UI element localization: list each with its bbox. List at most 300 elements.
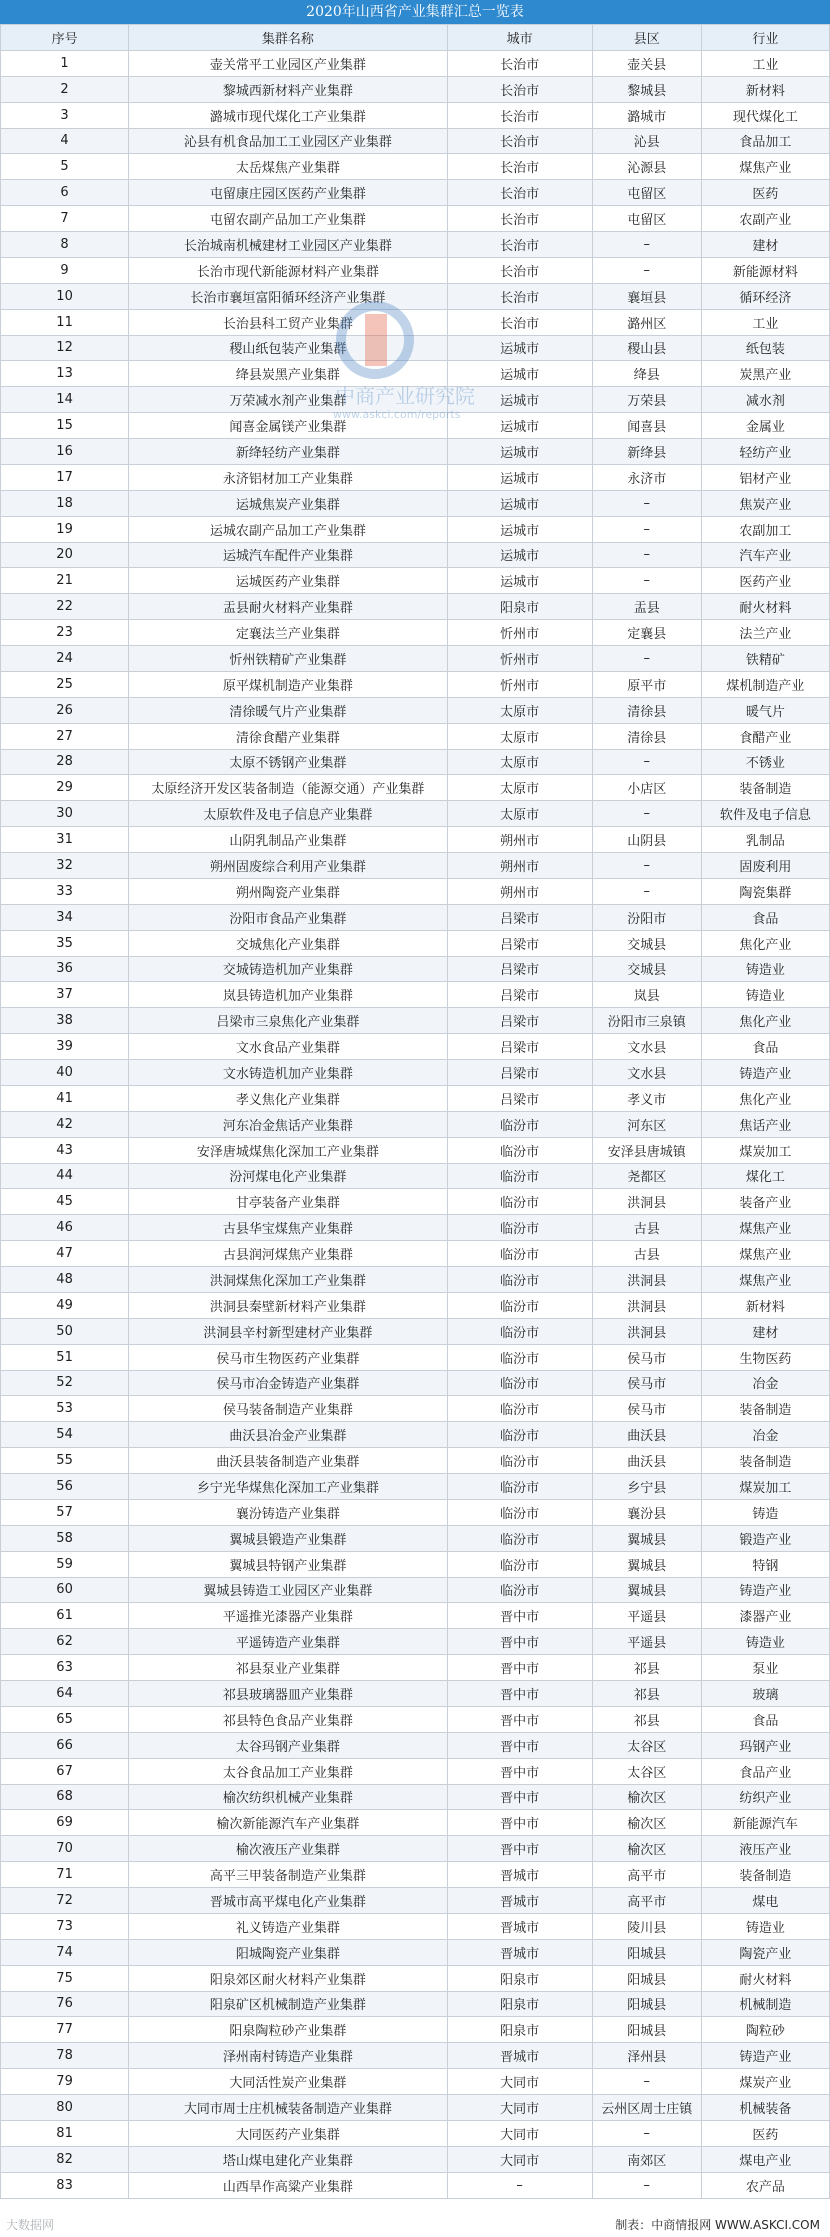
cell-industry: 煤化工 bbox=[701, 1163, 829, 1189]
cell-city: 阳泉市 bbox=[447, 594, 592, 620]
cell-county: 清徐县 bbox=[592, 697, 701, 723]
cell-county: 绛县 bbox=[592, 361, 701, 387]
cell-city: 运城市 bbox=[447, 387, 592, 413]
cell-no: 44 bbox=[1, 1163, 129, 1189]
cell-industry: 暖气片 bbox=[701, 697, 829, 723]
cell-name: 文水食品产业集群 bbox=[129, 1034, 447, 1060]
cell-county: 孝义市 bbox=[592, 1085, 701, 1111]
cell-name: 吕梁市三泉焦化产业集群 bbox=[129, 1008, 447, 1034]
table-row bbox=[1, 1292, 830, 1318]
cell-city: 晋城市 bbox=[447, 1862, 592, 1888]
table-row bbox=[1, 1965, 830, 1991]
cell-no: 4 bbox=[1, 128, 129, 154]
cell-industry: 新材料 bbox=[701, 1292, 829, 1318]
cell-county: 祁县 bbox=[592, 1706, 701, 1732]
table-row bbox=[1, 982, 830, 1008]
cell-no: 40 bbox=[1, 1060, 129, 1086]
cell-county: 云州区周士庄镇 bbox=[592, 2095, 701, 2121]
table-row bbox=[1, 568, 830, 594]
table-row bbox=[1, 257, 830, 283]
table-row bbox=[1, 1241, 830, 1267]
cell-industry: 焦化产业 bbox=[701, 1085, 829, 1111]
cell-industry: 耐火材料 bbox=[701, 1965, 829, 1991]
cell-no: 63 bbox=[1, 1655, 129, 1681]
cell-county: 襄汾县 bbox=[592, 1499, 701, 1525]
cell-industry: 煤焦产业 bbox=[701, 1241, 829, 1267]
cell-city: 临汾市 bbox=[447, 1215, 592, 1241]
cell-name: 运城医药产业集群 bbox=[129, 568, 447, 594]
cell-city: 运城市 bbox=[447, 464, 592, 490]
cell-no: 60 bbox=[1, 1577, 129, 1603]
cell-city: 临汾市 bbox=[447, 1370, 592, 1396]
cell-county: – bbox=[592, 257, 701, 283]
cell-name: 古县润河煤焦产业集群 bbox=[129, 1241, 447, 1267]
table-row bbox=[1, 1629, 830, 1655]
cell-city: 吕梁市 bbox=[447, 956, 592, 982]
cell-industry: 食醋产业 bbox=[701, 723, 829, 749]
cell-county: 闻喜县 bbox=[592, 413, 701, 439]
cell-county: 榆次区 bbox=[592, 1836, 701, 1862]
cell-no: 6 bbox=[1, 180, 129, 206]
cell-no: 50 bbox=[1, 1318, 129, 1344]
table-row bbox=[1, 50, 830, 76]
cell-no: 72 bbox=[1, 1888, 129, 1914]
cell-county: 乡宁县 bbox=[592, 1474, 701, 1500]
cell-industry: 建材 bbox=[701, 232, 829, 258]
cell-city: 吕梁市 bbox=[447, 930, 592, 956]
header-city: 城市 bbox=[447, 25, 592, 51]
table-row bbox=[1, 1862, 830, 1888]
cell-county: – bbox=[592, 2172, 701, 2198]
table-row bbox=[1, 878, 830, 904]
cell-industry: 现代煤化工 bbox=[701, 102, 829, 128]
cell-industry: 医药 bbox=[701, 180, 829, 206]
cell-city: 吕梁市 bbox=[447, 1060, 592, 1086]
cell-name: 交城焦化产业集群 bbox=[129, 930, 447, 956]
cell-industry: 食品 bbox=[701, 1034, 829, 1060]
cell-name: 大同市周士庄机械装备制造产业集群 bbox=[129, 2095, 447, 2121]
cell-industry: 煤炭加工 bbox=[701, 1137, 829, 1163]
cell-name: 孝义焦化产业集群 bbox=[129, 1085, 447, 1111]
table-row bbox=[1, 1448, 830, 1474]
cell-no: 76 bbox=[1, 1991, 129, 2017]
cell-city: 晋城市 bbox=[447, 1939, 592, 1965]
cell-name: 乡宁光华煤焦化深加工产业集群 bbox=[129, 1474, 447, 1500]
cell-industry: 铸造业 bbox=[701, 1913, 829, 1939]
cell-city: 长治市 bbox=[447, 309, 592, 335]
cell-industry: 纺织产业 bbox=[701, 1784, 829, 1810]
cell-industry: 炭黑产业 bbox=[701, 361, 829, 387]
cell-county: 南郊区 bbox=[592, 2146, 701, 2172]
cell-name: 绛县炭黑产业集群 bbox=[129, 361, 447, 387]
cell-name: 侯马市生物医药产业集群 bbox=[129, 1344, 447, 1370]
cell-industry: 玻璃 bbox=[701, 1681, 829, 1707]
cell-name: 定襄法兰产业集群 bbox=[129, 620, 447, 646]
cell-no: 42 bbox=[1, 1111, 129, 1137]
table-row bbox=[1, 2095, 830, 2121]
cell-name: 阳泉郊区耐火材料产业集群 bbox=[129, 1965, 447, 1991]
cell-city: 晋中市 bbox=[447, 1655, 592, 1681]
cell-county: 泽州县 bbox=[592, 2043, 701, 2069]
cell-city: 运城市 bbox=[447, 361, 592, 387]
cell-county: – bbox=[592, 2120, 701, 2146]
cell-county: 沁县 bbox=[592, 128, 701, 154]
cell-no: 5 bbox=[1, 154, 129, 180]
table-row bbox=[1, 154, 830, 180]
cell-industry: 铸造业 bbox=[701, 982, 829, 1008]
table-row bbox=[1, 904, 830, 930]
cell-no: 24 bbox=[1, 646, 129, 672]
cell-city: 吕梁市 bbox=[447, 904, 592, 930]
cell-industry: 铸造产业 bbox=[701, 1060, 829, 1086]
cell-no: 19 bbox=[1, 516, 129, 542]
cell-county: – bbox=[592, 542, 701, 568]
cell-county: 壶关县 bbox=[592, 50, 701, 76]
cell-no: 45 bbox=[1, 1189, 129, 1215]
cell-industry: 农产品 bbox=[701, 2172, 829, 2198]
cell-city: 临汾市 bbox=[447, 1499, 592, 1525]
cell-county: 屯留区 bbox=[592, 180, 701, 206]
cell-city: 长治市 bbox=[447, 76, 592, 102]
cell-no: 57 bbox=[1, 1499, 129, 1525]
cell-industry: 泵业 bbox=[701, 1655, 829, 1681]
table-row bbox=[1, 1422, 830, 1448]
cell-county: 翼城县 bbox=[592, 1577, 701, 1603]
cell-name: 翼城县特钢产业集群 bbox=[129, 1551, 447, 1577]
cell-industry: 煤炭产业 bbox=[701, 2069, 829, 2095]
cell-industry: 工业 bbox=[701, 309, 829, 335]
cell-industry: 汽车产业 bbox=[701, 542, 829, 568]
cell-county: 太谷区 bbox=[592, 1758, 701, 1784]
cell-city: 忻州市 bbox=[447, 620, 592, 646]
cell-no: 38 bbox=[1, 1008, 129, 1034]
cell-no: 7 bbox=[1, 206, 129, 232]
cell-industry: 铁精矿 bbox=[701, 646, 829, 672]
cell-industry: 焦炭产业 bbox=[701, 490, 829, 516]
table-row bbox=[1, 2172, 830, 2198]
cell-name: 太岳煤焦产业集群 bbox=[129, 154, 447, 180]
cell-county: 交城县 bbox=[592, 956, 701, 982]
cell-name: 甘亭装备产业集群 bbox=[129, 1189, 447, 1215]
cell-industry: 铸造业 bbox=[701, 1629, 829, 1655]
cell-county: – bbox=[592, 490, 701, 516]
cell-county: 洪洞县 bbox=[592, 1189, 701, 1215]
cell-county: 原平市 bbox=[592, 671, 701, 697]
cell-no: 53 bbox=[1, 1396, 129, 1422]
cell-name: 晋城市高平煤电化产业集群 bbox=[129, 1888, 447, 1914]
cell-city: 临汾市 bbox=[447, 1137, 592, 1163]
cell-industry: 冶金 bbox=[701, 1370, 829, 1396]
cell-no: 1 bbox=[1, 50, 129, 76]
cell-city: 长治市 bbox=[447, 102, 592, 128]
table-row bbox=[1, 1706, 830, 1732]
cell-name: 清徐暖气片产业集群 bbox=[129, 697, 447, 723]
table-row bbox=[1, 1499, 830, 1525]
table-row bbox=[1, 128, 830, 154]
header-industry: 行业 bbox=[701, 25, 829, 51]
cell-industry: 食品加工 bbox=[701, 128, 829, 154]
cell-no: 21 bbox=[1, 568, 129, 594]
cell-county: 阳城县 bbox=[592, 1991, 701, 2017]
cell-county: 潞州区 bbox=[592, 309, 701, 335]
cell-no: 18 bbox=[1, 490, 129, 516]
cell-county: 文水县 bbox=[592, 1034, 701, 1060]
cell-city: 长治市 bbox=[447, 180, 592, 206]
cell-city: 晋中市 bbox=[447, 1603, 592, 1629]
cell-industry: 医药 bbox=[701, 2120, 829, 2146]
cell-city: 吕梁市 bbox=[447, 982, 592, 1008]
cell-no: 37 bbox=[1, 982, 129, 1008]
cell-no: 43 bbox=[1, 1137, 129, 1163]
table-row bbox=[1, 1991, 830, 2017]
cell-no: 9 bbox=[1, 257, 129, 283]
cell-city: 大同市 bbox=[447, 2095, 592, 2121]
cell-county: 襄垣县 bbox=[592, 283, 701, 309]
cell-county: 陵川县 bbox=[592, 1913, 701, 1939]
table-row bbox=[1, 464, 830, 490]
cell-industry: 工业 bbox=[701, 50, 829, 76]
table-row bbox=[1, 102, 830, 128]
table-row bbox=[1, 232, 830, 258]
cell-county: 高平市 bbox=[592, 1888, 701, 1914]
table-row bbox=[1, 387, 830, 413]
cell-no: 2 bbox=[1, 76, 129, 102]
cell-city: 阳泉市 bbox=[447, 2017, 592, 2043]
table-row bbox=[1, 2069, 830, 2095]
cell-city: 太原市 bbox=[447, 749, 592, 775]
cell-industry: 减水剂 bbox=[701, 387, 829, 413]
cell-city: 临汾市 bbox=[447, 1292, 592, 1318]
cell-city: 运城市 bbox=[447, 439, 592, 465]
table-row bbox=[1, 1732, 830, 1758]
cell-industry: 生物医药 bbox=[701, 1344, 829, 1370]
cell-city: 长治市 bbox=[447, 128, 592, 154]
cell-industry: 耐火材料 bbox=[701, 594, 829, 620]
watermark-name: 中商产业研究院 bbox=[335, 384, 475, 408]
cell-industry: 特钢 bbox=[701, 1551, 829, 1577]
cell-no: 46 bbox=[1, 1215, 129, 1241]
table-title: 2020年山西省产业集群汇总一览表 bbox=[0, 0, 830, 24]
cell-name: 榆次液压产业集群 bbox=[129, 1836, 447, 1862]
cell-industry: 铸造产业 bbox=[701, 2043, 829, 2069]
cell-name: 闻喜金属镁产业集群 bbox=[129, 413, 447, 439]
cell-no: 54 bbox=[1, 1422, 129, 1448]
cell-no: 64 bbox=[1, 1681, 129, 1707]
cell-industry: 锻造产业 bbox=[701, 1525, 829, 1551]
table-row bbox=[1, 2120, 830, 2146]
cell-industry: 软件及电子信息 bbox=[701, 801, 829, 827]
cell-county: – bbox=[592, 568, 701, 594]
cell-industry: 煤焦产业 bbox=[701, 1215, 829, 1241]
cell-no: 78 bbox=[1, 2043, 129, 2069]
cell-industry: 金属业 bbox=[701, 413, 829, 439]
cell-no: 27 bbox=[1, 723, 129, 749]
cell-county: 阳城县 bbox=[592, 2017, 701, 2043]
table-row bbox=[1, 2017, 830, 2043]
cell-no: 15 bbox=[1, 413, 129, 439]
cell-county: 平遥县 bbox=[592, 1603, 701, 1629]
cell-city: 吕梁市 bbox=[447, 1085, 592, 1111]
cell-name: 清徐食醋产业集群 bbox=[129, 723, 447, 749]
cell-no: 77 bbox=[1, 2017, 129, 2043]
cell-name: 安泽唐城煤焦化深加工产业集群 bbox=[129, 1137, 447, 1163]
cell-city: 晋城市 bbox=[447, 1913, 592, 1939]
cell-name: 太原软件及电子信息产业集群 bbox=[129, 801, 447, 827]
cell-no: 17 bbox=[1, 464, 129, 490]
cell-county: 新绛县 bbox=[592, 439, 701, 465]
cell-name: 襄汾铸造产业集群 bbox=[129, 1499, 447, 1525]
cell-city: 临汾市 bbox=[447, 1241, 592, 1267]
cell-city: 长治市 bbox=[447, 257, 592, 283]
table-row bbox=[1, 697, 830, 723]
table-row bbox=[1, 1008, 830, 1034]
cell-no: 52 bbox=[1, 1370, 129, 1396]
cell-county: 翼城县 bbox=[592, 1525, 701, 1551]
cell-name: 朔州固废综合利用产业集群 bbox=[129, 853, 447, 879]
cell-no: 74 bbox=[1, 1939, 129, 1965]
table-row bbox=[1, 1267, 830, 1293]
cell-no: 56 bbox=[1, 1474, 129, 1500]
cell-name: 文水铸造机加产业集群 bbox=[129, 1060, 447, 1086]
cell-county: 榆次区 bbox=[592, 1810, 701, 1836]
cell-no: 14 bbox=[1, 387, 129, 413]
cell-industry: 装备制造 bbox=[701, 1448, 829, 1474]
cell-industry: 机械制造 bbox=[701, 1991, 829, 2017]
cell-name: 翼城县铸造工业园区产业集群 bbox=[129, 1577, 447, 1603]
cell-county: 榆次区 bbox=[592, 1784, 701, 1810]
cell-city: 长治市 bbox=[447, 154, 592, 180]
cell-city: 阳泉市 bbox=[447, 1965, 592, 1991]
cell-city: 临汾市 bbox=[447, 1577, 592, 1603]
cell-name: 潞城市现代煤化工产业集群 bbox=[129, 102, 447, 128]
cell-county: 文水县 bbox=[592, 1060, 701, 1086]
cell-city: 运城市 bbox=[447, 490, 592, 516]
table-row bbox=[1, 2043, 830, 2069]
table-body bbox=[1, 50, 830, 2198]
cell-county: 黎城县 bbox=[592, 76, 701, 102]
table-row bbox=[1, 1215, 830, 1241]
table-row bbox=[1, 1810, 830, 1836]
cell-no: 3 bbox=[1, 102, 129, 128]
cell-city: 忻州市 bbox=[447, 646, 592, 672]
cell-city: 朔州市 bbox=[447, 878, 592, 904]
cell-no: 34 bbox=[1, 904, 129, 930]
cell-name: 平遥铸造产业集群 bbox=[129, 1629, 447, 1655]
cell-county: 曲沃县 bbox=[592, 1448, 701, 1474]
cell-industry: 焦话产业 bbox=[701, 1111, 829, 1137]
table-row bbox=[1, 206, 830, 232]
cell-county: 沁源县 bbox=[592, 154, 701, 180]
table-row bbox=[1, 956, 830, 982]
cell-name: 榆次纺织机械产业集群 bbox=[129, 1784, 447, 1810]
cell-no: 39 bbox=[1, 1034, 129, 1060]
cell-industry: 煤焦产业 bbox=[701, 1267, 829, 1293]
cell-industry: 焦化产业 bbox=[701, 930, 829, 956]
cell-industry: 新能源材料 bbox=[701, 257, 829, 283]
table-row bbox=[1, 1060, 830, 1086]
cell-county: 翼城县 bbox=[592, 1551, 701, 1577]
cell-name: 侯马装备制造产业集群 bbox=[129, 1396, 447, 1422]
cell-no: 69 bbox=[1, 1810, 129, 1836]
cell-county: – bbox=[592, 749, 701, 775]
cell-no: 29 bbox=[1, 775, 129, 801]
cell-industry: 煤电 bbox=[701, 1888, 829, 1914]
cell-county: 潞城市 bbox=[592, 102, 701, 128]
cell-city: 忻州市 bbox=[447, 671, 592, 697]
cell-no: 22 bbox=[1, 594, 129, 620]
cell-no: 23 bbox=[1, 620, 129, 646]
cell-county: – bbox=[592, 232, 701, 258]
cell-industry: 陶瓷集群 bbox=[701, 878, 829, 904]
cell-industry: 农副产业 bbox=[701, 206, 829, 232]
cell-county: 洪洞县 bbox=[592, 1267, 701, 1293]
cell-city: 晋中市 bbox=[447, 1629, 592, 1655]
cell-no: 10 bbox=[1, 283, 129, 309]
cell-no: 82 bbox=[1, 2146, 129, 2172]
table-row bbox=[1, 1888, 830, 1914]
cell-city: 大同市 bbox=[447, 2146, 592, 2172]
cell-no: 35 bbox=[1, 930, 129, 956]
cell-name: 祁县玻璃器皿产业集群 bbox=[129, 1681, 447, 1707]
cell-city: 临汾市 bbox=[447, 1474, 592, 1500]
cell-no: 65 bbox=[1, 1706, 129, 1732]
cell-city: 长治市 bbox=[447, 50, 592, 76]
cell-industry: 机械装备 bbox=[701, 2095, 829, 2121]
cell-county: 交城县 bbox=[592, 930, 701, 956]
cell-name: 长治市襄垣富阳循环经济产业集群 bbox=[129, 283, 447, 309]
cell-county: 盂县 bbox=[592, 594, 701, 620]
cell-no: 58 bbox=[1, 1525, 129, 1551]
cell-name: 沁县有机食品加工工业园区产业集群 bbox=[129, 128, 447, 154]
cell-industry: 煤焦产业 bbox=[701, 154, 829, 180]
cell-name: 屯留农副产品加工产业集群 bbox=[129, 206, 447, 232]
cell-county: 万荣县 bbox=[592, 387, 701, 413]
cell-county: 清徐县 bbox=[592, 723, 701, 749]
cell-county: – bbox=[592, 853, 701, 879]
cell-name: 高平三甲装备制造产业集群 bbox=[129, 1862, 447, 1888]
cell-industry: 装备产业 bbox=[701, 1189, 829, 1215]
table-row bbox=[1, 1525, 830, 1551]
cell-no: 33 bbox=[1, 878, 129, 904]
table-row bbox=[1, 1681, 830, 1707]
cell-industry: 铝材产业 bbox=[701, 464, 829, 490]
table-row bbox=[1, 775, 830, 801]
cell-county: 古县 bbox=[592, 1215, 701, 1241]
cell-county: 祁县 bbox=[592, 1681, 701, 1707]
cell-county: 阳城县 bbox=[592, 1939, 701, 1965]
cell-city: 晋中市 bbox=[447, 1681, 592, 1707]
cell-county: 岚县 bbox=[592, 982, 701, 1008]
cell-industry: 乳制品 bbox=[701, 827, 829, 853]
cell-county: 太谷区 bbox=[592, 1732, 701, 1758]
cell-city: 运城市 bbox=[447, 413, 592, 439]
cell-no: 67 bbox=[1, 1758, 129, 1784]
cell-city: 晋中市 bbox=[447, 1732, 592, 1758]
cell-city: 运城市 bbox=[447, 335, 592, 361]
cell-city: 晋城市 bbox=[447, 1888, 592, 1914]
cell-no: 36 bbox=[1, 956, 129, 982]
cell-city: 晋中市 bbox=[447, 1810, 592, 1836]
cell-no: 49 bbox=[1, 1292, 129, 1318]
header-no: 序号 bbox=[1, 25, 129, 51]
cell-name: 盂县耐火材料产业集群 bbox=[129, 594, 447, 620]
cell-name: 太原不锈钢产业集群 bbox=[129, 749, 447, 775]
cell-industry: 循环经济 bbox=[701, 283, 829, 309]
cell-name: 阳泉陶粒砂产业集群 bbox=[129, 2017, 447, 2043]
cell-city: 临汾市 bbox=[447, 1344, 592, 1370]
table-row bbox=[1, 1189, 830, 1215]
table-row bbox=[1, 1111, 830, 1137]
